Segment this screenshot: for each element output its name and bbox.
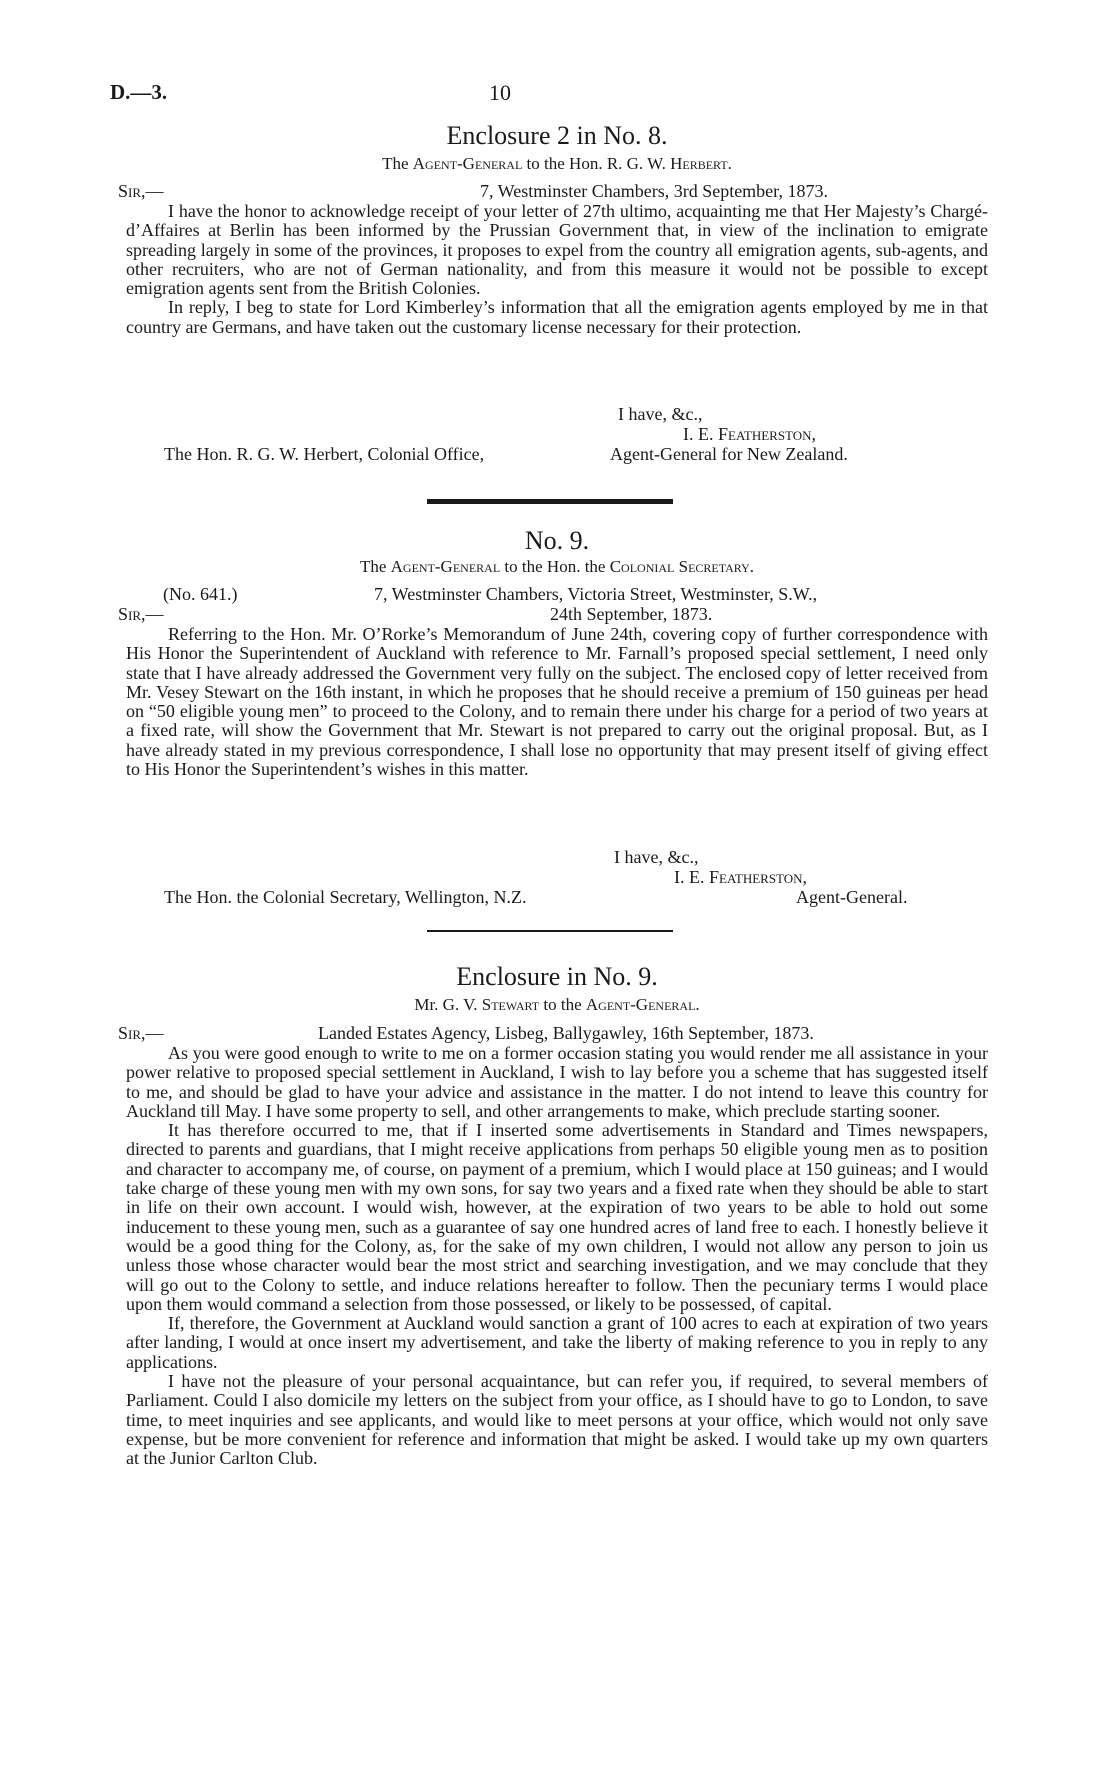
no9-addressee: The Hon. the Colonial Secretary, Wellington, N.Z. xyxy=(164,887,527,907)
no9-paragraph: Referring to the Hon. Mr. O’Rorke’s Memorandum of June 24th, covering copy of further correspondence with His Honor the Superintendent of Auckland with reference to Mr. Farnall’s proposed special settlement, I need only state that I have already addressed the Government very fully on the subject. The enclosed copy of letter received from Mr. Vesey Stewart on the 16th instant, in which he proposes that he should receive a premium of 150 guineas per head on “50 eligible young men” to proceed to the Colony, and to remain there under his charge for a period of two years at a fixed rate, will show the Government that Mr. Stewart is not prepared to carry out the original proposal. But, as I have already stated in my previous correspondence, I shall lose no opportunity that may present itself of giving effect to His Honor the Superintendent’s wishes in this matter. xyxy=(126,624,988,780)
no9-title: No. 9. xyxy=(524,526,590,555)
no9-signature: I. E. Featherston, xyxy=(674,867,808,887)
enclosure2-from-to-mid: to the Hon. R. G. W. xyxy=(522,154,671,173)
enclosure9-recipient: Agent-General. xyxy=(585,995,700,1014)
enclosure9-from-to-mid: to the xyxy=(539,995,586,1014)
section-divider xyxy=(427,930,673,932)
no9-body xyxy=(126,625,988,779)
enclosure9-title: Enclosure in No. 9. xyxy=(456,962,658,991)
enclosure2-addressee: The Hon. R. G. W. Herbert, Colonial Office, xyxy=(164,444,485,464)
enclosure2-signature: I. E. Featherston, xyxy=(683,424,817,444)
enclosure2-body xyxy=(126,202,988,337)
enclosure9-sender: Stewart xyxy=(481,995,540,1014)
enclosure2-salutation: Sir,— xyxy=(118,181,164,201)
enclosure2-from-to xyxy=(0,154,1114,174)
enclosure9-from-to xyxy=(0,995,1114,1015)
enclosure2-address: 7, Westminster Chambers, 3rd September, 1873. xyxy=(480,181,828,201)
enclosure2-from-to-pre: The xyxy=(382,154,413,173)
enclosure2-paragraph: In reply, I beg to state for Lord Kimberley’s information that all the emigration agents employed by me in that country are Germans, and have taken out the customary license necessary for their protection. xyxy=(126,297,988,337)
no9-reference: (No. 641.) xyxy=(163,584,238,604)
no9-date: 24th September, 1873. xyxy=(550,604,713,624)
enclosure9-paragraph: It has therefore occurred to me, that if I inserted some advertisements in Standard and Times newspapers, directed to parents and guardians, that I might receive applications from perhaps 50 eligible young men as to position and character to accompany me, of course, on payment of a premium, which I would place at 150 guineas; and I would take charge of these young men with my own sons, for say two years and a fixed rate when they should be able to start in life on their own account. I would wish, however, at the expiration of two years to be able to hold out some inducement to these young men, such as a guarantee of say one hundred acres of land free to each. I honestly believe it would be a good thing for the Colony, as, for the sake of my own children, I would not allow any person to join us unless those whose character would bear the most strict and searching investigation, and we may conclude that they will go out to the Colony to settle, and induce relations hereafter to follow. Then the pecuniary terms I would place upon them would command a selection from those possessed, or likely to be possessed, of capital. xyxy=(126,1120,988,1314)
enclosure2-title: Enclosure 2 in No. 8. xyxy=(446,121,668,150)
no9-sender: Agent-General xyxy=(390,557,501,576)
enclosure2-recipient: Herbert. xyxy=(670,154,732,173)
series-label: D.—3. xyxy=(110,80,168,104)
enclosure2-sender: Agent-General xyxy=(412,154,523,173)
enclosure9-paragraph: I have not the pleasure of your personal acquaintance, but can refer you, if required, to several members of Parliament. Could I also domicile my letters on the subject from your office, as I should have to go to London, to save time, to meet inquiries and see applicants, and would like to meet persons at your office, which would not only save expense, but be more convenient for reference and information that might be asked. I would take up my own quarters at the Junior Carlton Club. xyxy=(126,1371,988,1469)
enclosure9-salutation: Sir,— xyxy=(118,1023,164,1043)
enclosure2-paragraph: I have the honor to acknowledge receipt of your letter of 27th ultimo, acquainting me that Her Majesty’s Chargé-d’Affaires at Berlin has been informed by the Prussian Government that, in view of the inclination to emigrate spreading largely in some of the provinces, it proposes to expel from the country all emigration agents, sub-agents, and other recruiters, who are not of German nationality, and from this measure it would not be possible to except emigration agents sent from the British Colonies. xyxy=(126,201,988,299)
no9-salutation: Sir,— xyxy=(118,604,164,624)
no9-recipient: Colonial Secretary. xyxy=(609,557,755,576)
no9-address: 7, Westminster Chambers, Victoria Street, Westminster, S.W., xyxy=(374,584,818,604)
enclosure9-address: Landed Estates Agency, Lisbeg, Ballygawley, 16th September, 1873. xyxy=(318,1023,814,1043)
no9-from-to-mid: to the Hon. the xyxy=(500,557,610,576)
no9-closing: I have, &c., xyxy=(614,847,699,867)
enclosure2-closing: I have, &c., xyxy=(618,404,703,424)
no9-from-to-pre: The xyxy=(359,557,391,576)
enclosure9-body xyxy=(126,1044,988,1469)
enclosure9-paragraph: If, therefore, the Government at Auckland would sanction a grant of 100 acres to each at expiration of two years after landing, I would at once insert my advertisement, and take the liberty of making reference to you in reply to any applications. xyxy=(126,1313,988,1372)
no9-sign-title: Agent-General. xyxy=(796,887,908,907)
page-number: 10 xyxy=(489,80,511,105)
no9-from-to xyxy=(0,557,1114,577)
enclosure9-paragraph: As you were good enough to write to me on a former occasion stating you would render me all assistance in your power relative to proposed special settlement in Auckland, I wish to lay before you a scheme that has suggested itself to me, and should be glad to have your advice and assistance in the matter. I do not intend to leave this country for Auckland till May. I have some property to sell, and other arrangements to make, which preclude starting sooner. xyxy=(126,1043,988,1121)
enclosure2-sign-title: Agent-General for New Zealand. xyxy=(610,444,848,464)
enclosure9-from-to-pre: Mr. G. V. xyxy=(414,995,482,1014)
section-divider xyxy=(427,499,673,504)
